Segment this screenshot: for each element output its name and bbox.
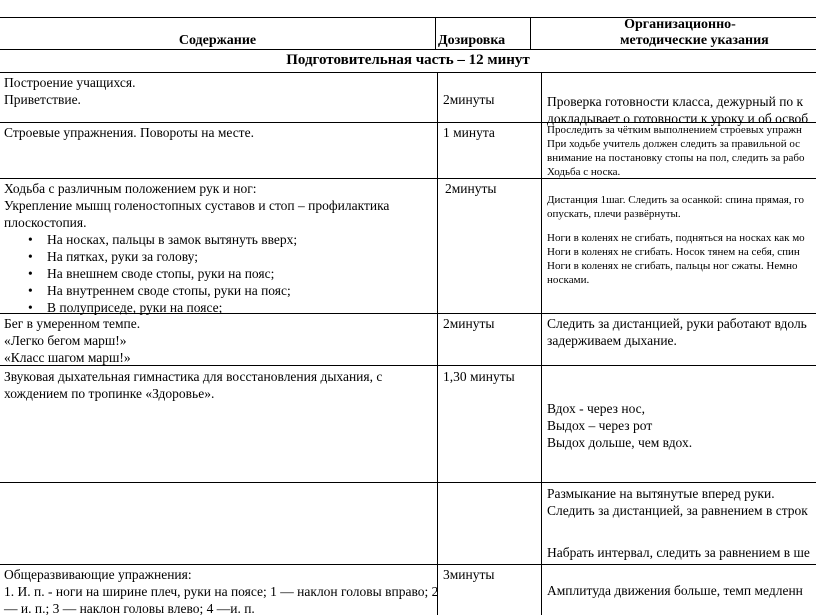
row-content xyxy=(4,566,438,615)
content-line: 1. И. п. - ноги на ширине плеч, руки на поясе; 1 — наклон головы вправо; 2 xyxy=(4,584,439,599)
column-divider xyxy=(530,17,531,49)
guidance-line: Следить за дистанцией, за равнением в строк xyxy=(547,503,808,518)
header-guidance-line2: методические указания xyxy=(620,33,769,48)
guidance-line: Следить за дистанцией, руки работают вдоль xyxy=(547,316,807,331)
section-title: Подготовительная часть – 12 минут xyxy=(286,52,530,68)
content-line: Построение учащихся. xyxy=(4,75,136,90)
guidance-line: Проследить за чётким выполнением строевых упражн xyxy=(547,124,802,136)
column-divider xyxy=(435,17,436,49)
table-rule xyxy=(0,564,816,565)
guidance-line: Ноги в коленях не сгибать, пальцы ног сжаты. Немно xyxy=(547,260,798,272)
guidance-line: носками. xyxy=(547,274,590,286)
list-item: • На внутреннем своде стопы, руки на пояс; xyxy=(4,282,389,299)
guidance-line: докладывает о готовности к уроку и об освоб xyxy=(547,111,809,126)
row-guidance-extra: Набрать интервал, следить за равнением в ше xyxy=(547,545,810,560)
guidance-line: Ходьба с носка. xyxy=(547,166,621,178)
row-content xyxy=(4,368,382,402)
guidance-line: внимание на постановку стопы на пол, следить за рабо xyxy=(547,152,805,164)
guidance-line: Проверка готовности класса, дежурный по к xyxy=(547,94,804,109)
row-content xyxy=(4,180,389,316)
header-guidance-line1: Организационно- xyxy=(624,17,736,32)
table-rule xyxy=(0,49,816,50)
guidance-line: Дистанция 1шаг. Следить за осанкой: спина прямая, го xyxy=(547,194,805,206)
row-dosage: 2минуты xyxy=(445,181,497,196)
guidance-line: Выдох – через рот xyxy=(547,418,653,433)
header-dosage: Дозировка xyxy=(438,33,506,48)
content-line: Ходьба с различным положением рук и ног: xyxy=(4,181,257,196)
guidance-line: Размыкание на вытянутые вперед руки. xyxy=(547,486,775,501)
content-line: Приветствие. xyxy=(4,92,81,107)
row-guidance xyxy=(547,400,692,451)
row-dosage: 3минуты xyxy=(443,567,495,582)
content-line: Общеразвивающие упражнения: xyxy=(4,567,192,582)
guidance-line: задерживаем дыхание. xyxy=(547,333,677,348)
content-line: плоскостопия. xyxy=(4,215,87,230)
list-item: • На внешнем своде стопы, руки на пояс; xyxy=(4,265,389,282)
row-guidance xyxy=(547,315,807,349)
content-line: «Класс шагом марш!» xyxy=(4,350,131,365)
list-item: • На пятках, руки за голову; xyxy=(4,248,389,265)
row-dosage: 2минуты xyxy=(443,92,495,107)
row-dosage: 1,30 минуты xyxy=(443,369,515,384)
column-divider xyxy=(541,72,542,615)
content-line: Укрепление мышц голеностопных суставов и стоп – профилактика xyxy=(4,198,390,213)
row-content xyxy=(4,315,140,366)
list-item: • В полуприседе, руки на поясе; xyxy=(4,299,389,316)
row-guidance xyxy=(547,485,808,519)
content-line: хождением по тропинке «Здоровье». xyxy=(4,386,215,401)
row-content xyxy=(4,74,135,108)
content-line: «Легко бегом марш!» xyxy=(4,333,127,348)
exercise-list xyxy=(4,231,389,316)
row-guidance xyxy=(547,193,805,287)
content-line: Бег в умеренном темпе. xyxy=(4,316,141,331)
guidance-line: Выдох дольше, чем вдох. xyxy=(547,435,693,450)
row-guidance xyxy=(547,93,808,127)
row-guidance xyxy=(547,123,805,179)
content-line: — и. п.; 3 — наклон головы влево; 4 —и. п. xyxy=(4,601,255,615)
row-dosage: 2минуты xyxy=(443,316,495,331)
table-rule xyxy=(0,72,816,73)
list-item: • На носках, пальцы в замок вытянуть вверх; xyxy=(4,231,389,248)
header-content: Содержание xyxy=(178,33,257,48)
row-guidance: Амплитуда движения больше, темп медленн xyxy=(547,583,803,598)
row-content: Строевые упражнения. Повороты на месте. xyxy=(4,125,254,140)
guidance-line: Вдох - через нос, xyxy=(547,401,646,416)
guidance-line: Ноги в коленях не сгибать, подняться на носках как мо xyxy=(547,232,805,244)
guidance-line: опускать, плечи развёрнуты. xyxy=(547,208,681,220)
content-line: Звуковая дыхательная гимнастика для восстановления дыхания, с xyxy=(4,369,383,384)
guidance-line: При ходьбе учитель должен следить за правильной ос xyxy=(547,138,800,150)
row-dosage: 1 минута xyxy=(443,125,495,140)
column-divider xyxy=(437,72,438,615)
table-rule xyxy=(0,482,816,483)
guidance-line: Ноги в коленях не сгибать. Носок тянем на себя, спин xyxy=(547,246,800,258)
